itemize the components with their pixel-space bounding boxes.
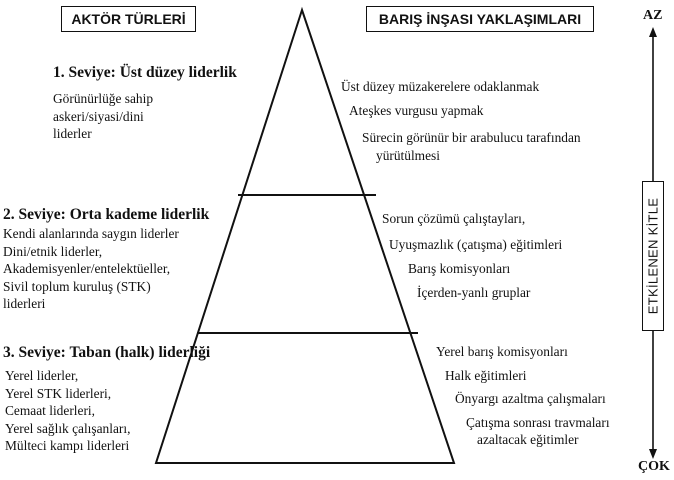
- actor-item: Cemaat liderleri,: [5, 403, 95, 418]
- actor-item: liderler: [53, 126, 92, 141]
- actor-item: Yerel sağlık çalışanları,: [5, 420, 131, 436]
- peacebuilding-approaches-header: BARIŞ İNŞASI YAKLAŞIMLARI: [366, 6, 594, 32]
- affected-audience-label-box: [642, 181, 664, 331]
- actor-item: Kendi alanlarında saygın liderler: [3, 226, 179, 241]
- level-2-approach: Sorun çözümü çalıştayları,: [382, 211, 526, 226]
- level-2-approach: Barış komisyonları: [408, 261, 511, 276]
- level-3-actors: [5, 367, 130, 455]
- level-2-actors: [3, 225, 179, 313]
- level-1-approach: Üst düzey müzakerelere odaklanmak: [341, 79, 540, 94]
- level-1-title: 1. Seviye: Üst düzey liderlik: [53, 64, 237, 81]
- level-3-approach: azaltacak eğitimler: [477, 432, 579, 447]
- actor-item: askeri/siyasi/dini: [53, 108, 144, 124]
- level-1-approach: Sürecin görünür bir arabulucu tarafından: [362, 130, 581, 145]
- level-1-actors: [53, 90, 153, 143]
- level-1-approach: yürütülmesi: [376, 148, 440, 163]
- axis-arrow-down-icon: [649, 449, 657, 459]
- actor-item: Mülteci kampı liderleri: [5, 438, 130, 453]
- affected-audience-label: ETKİLENEN KİTLE: [645, 197, 661, 315]
- actor-item: Yerel liderler,: [5, 368, 79, 383]
- actor-item: liderleri: [3, 296, 46, 311]
- axis-bottom-label: ÇOK: [638, 459, 670, 474]
- level-2-approach: İçerden-yanlı gruplar: [417, 285, 531, 300]
- level-3-approach: Önyargı azaltma çalışmaları: [455, 391, 606, 406]
- level-3-approach: Yerel barış komisyonları: [436, 344, 568, 359]
- level-3-approach: Çatışma sonrası travmaları: [466, 415, 610, 430]
- actor-item: Akademisyenler/entelektüeller,: [3, 261, 171, 276]
- actor-item: Sivil toplum kuruluş (STK): [3, 278, 151, 294]
- actor-item: Dini/etnik liderler,: [3, 243, 103, 259]
- level-1-approach: Ateşkes vurgusu yapmak: [349, 103, 484, 118]
- level-3-title: 3. Seviye: Taban (halk) liderliği: [3, 344, 211, 361]
- actor-item: Görünürlüğe sahip: [53, 91, 154, 106]
- actor-types-header: AKTÖR TÜRLERİ: [61, 6, 196, 32]
- level-3-approach: Halk eğitimleri: [445, 368, 527, 383]
- axis-arrow-up-icon: [649, 27, 657, 37]
- level-2-title: 2. Seviye: Orta kademe liderlik: [3, 206, 210, 223]
- axis-top-label: AZ: [643, 8, 663, 23]
- actor-item: Yerel STK liderleri,: [5, 385, 112, 401]
- level-2-approach: Uyuşmazlık (çatışma) eğitimleri: [389, 237, 563, 252]
